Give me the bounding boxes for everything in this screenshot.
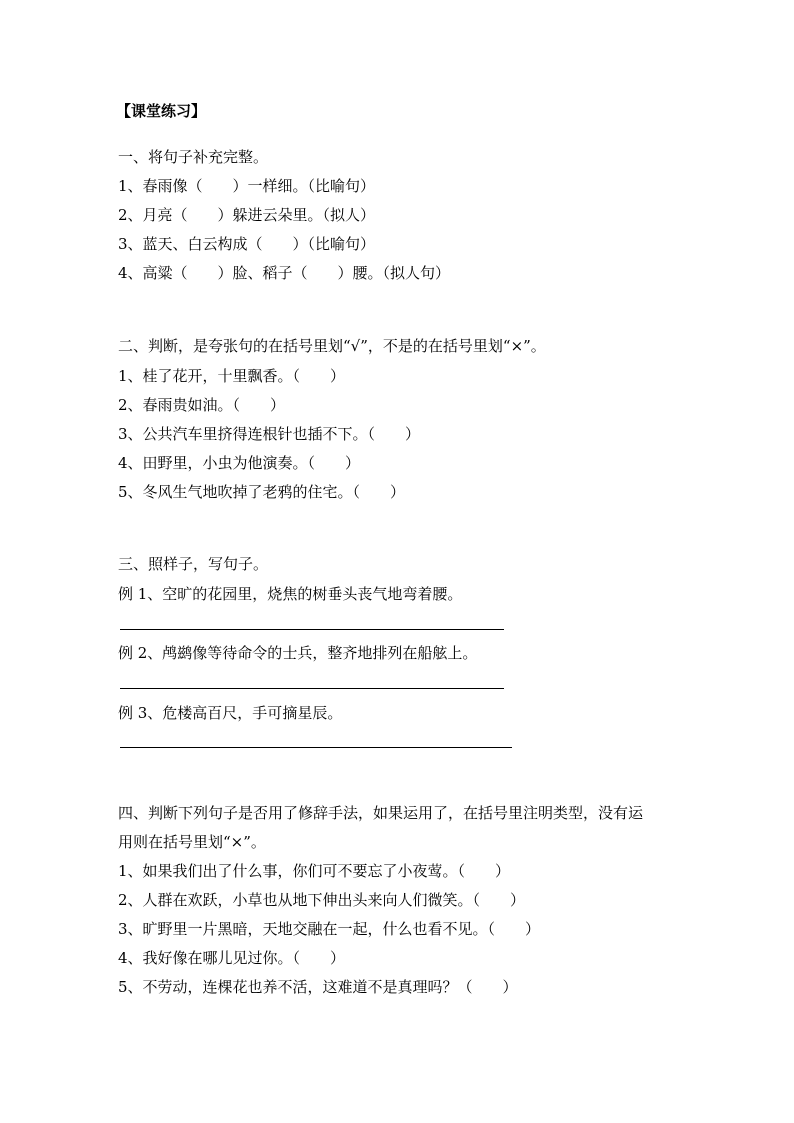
section4-item: 2、人群在欢跃，小草也从地下伸出头来向人们微笑。（ ） <box>118 891 526 909</box>
answer-line[interactable] <box>120 629 504 630</box>
section1-item: 1、春雨像（ ）一样细。（比喻句） <box>118 177 376 195</box>
section4-heading-continued: 用则在括号里划“×”。 <box>118 833 266 851</box>
section1-heading: 一、将句子补充完整。 <box>118 148 269 166</box>
section2-item: 2、春雨贵如油。（ ） <box>118 396 286 414</box>
section3-example: 例 1、空旷的花园里，烧焦的树垂头丧气地弯着腰。 <box>118 585 463 603</box>
section4-item: 3、旷野里一片黑暗，天地交融在一起，什么也看不见。（ ） <box>118 920 541 938</box>
page-title: 【课堂练习】 <box>116 102 207 120</box>
section1-item: 3、蓝天、白云构成（ ）（比喻句） <box>118 235 376 253</box>
section4-heading: 四、判断下列句子是否用了修辞手法，如果运用了，在括号里注明类型，没有运 <box>118 804 644 822</box>
section2-item: 1、桂了花开，十里飘香。（ ） <box>118 367 346 385</box>
answer-line[interactable] <box>120 688 504 689</box>
section2-item: 5、冬风生气地吹掉了老鸦的住宅。（ ） <box>118 483 406 501</box>
section4-item: 1、如果我们出了什么事，你们可不要忘了小夜莺。（ ） <box>118 862 511 880</box>
section3-example: 例 2、鸬鹚像等待命令的士兵，整齐地排列在船舷上。 <box>118 644 478 662</box>
section2-item: 3、公共汽车里挤得连根针也插不下。（ ） <box>118 425 421 443</box>
section2-item: 4、田野里，小虫为他演奏。（ ） <box>118 454 361 472</box>
section2-heading: 二、判断，是夸张句的在括号里划“√”，不是的在括号里划“×”。 <box>118 337 546 355</box>
section4-item: 5、不劳动，连棵花也养不活，这难道不是真理吗？（ ） <box>118 978 518 996</box>
section1-item: 4、高粱（ ）脸、稻子（ ）腰。（拟人句） <box>118 264 451 282</box>
section3-heading: 三、照样子，写句子。 <box>118 555 269 573</box>
section3-example: 例 3、危楼高百尺，手可摘星辰。 <box>118 704 343 722</box>
section1-item: 2、月亮（ ）躲进云朵里。（拟人） <box>118 206 376 224</box>
section4-item: 4、我好像在哪儿见过你。（ ） <box>118 949 346 967</box>
answer-line[interactable] <box>120 747 512 748</box>
